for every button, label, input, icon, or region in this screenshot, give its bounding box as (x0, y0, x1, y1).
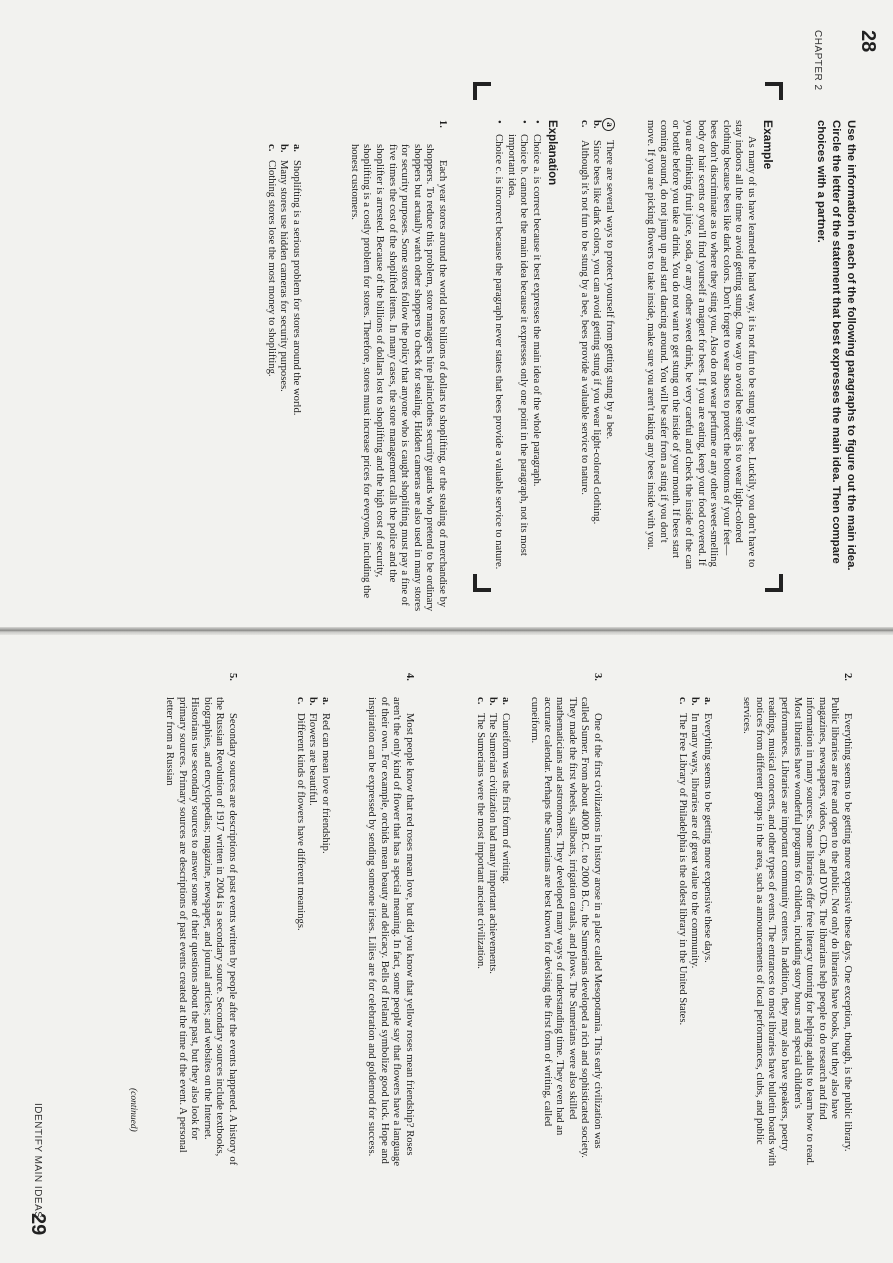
question-paragraph: Most people know that red roses mean love, but did you know that yellow roses mean friendship? Roses aren't the only kind of flower that has a special meaning. In fact, some people say that flowers have a language of their own. For example, orchids mean beauty and delicacy. Bells of Ireland symbolize good luck. Hope and inspiration can be expressed by sending someone irises. Lilies are for celebration and goldenrod for success. (366, 697, 415, 1167)
explanation-item: • Choice b. cannot be the main idea because it expresses only one point in the paragraph, not its most important idea. (505, 120, 530, 556)
example-title: Example (761, 120, 775, 170)
choice-item[interactable]: a. Red can mean love or friendship. (320, 697, 331, 854)
choice-item[interactable]: b. Many stores use hidden cameras for security purposes. (278, 144, 290, 392)
choice-item[interactable]: c. Clothing stores lose the most money to shoplifting. (265, 144, 277, 377)
bullet-icon: • (531, 120, 542, 124)
running-head: CHAPTER 2 (812, 30, 823, 91)
explanation-item: • Choice a. is correct because it best expresses the main idea of the whole paragraph. (531, 120, 542, 487)
question-paragraph: Secondary sources are descriptions of past events written by people after the events happened. A history of the Russian Revolution of 1917 written in 2004 is a secondary source. Secondary sources include textbooks, biographies, and encyclopedias; magazine, newspaper, and journal articles; and websites on the Internet. Historians use secondary sources to answer some of their questions about the past, but they also look for primary sources. Primary sources are descriptions of past events created at the time of the event. A personal letter from a Russian (164, 697, 238, 1166)
question-choices (264, 144, 302, 614)
choice-item[interactable]: a. Everything seems to be getting more expensive these days. (702, 697, 713, 963)
frame-corner (765, 82, 783, 100)
instructions: Use the information in each of the following paragraphs to figure out the main idea. Circle the letter of the statement that best expresses the main idea. Then compare choices with a partner. (815, 120, 857, 571)
choice-text: Since bees like dark colors, you can avoid getting stung if you wear light-colored clothing. (591, 140, 603, 525)
question-number: 1. (437, 120, 448, 128)
choice-item[interactable] (577, 120, 590, 575)
example-paragraph: As many of us have learned the hard way, it is not fun to be stung by a bee. Luckily, you don't have to stay indoors all the time to avoid getting stung. One way to avoid bee stings is to wear light-colored clothing because bees like dark colors. Don't forget to wear shoes to protect the bottoms of your feet—bees don't discriminate as to where they sting you. Also do not wear perfume or any other sweet-smelling body or hair scents or you'll find yourself a magnet for bees. If you are eating, keep your food covered. If you are drinking fruit juice, soda, or any other sweet drink, be very careful and check the inside of the can or bottle before you take a drink. You do not want to get stung on the inside of your mouth. If bees start coming around, do not jump up and start dancing around. You will be safer from a sting if you don't move. If you are picking flowers to take inside, make sure you aren't taking any bees inside with you. (645, 120, 757, 570)
choice-item[interactable]: a. Cuneiform was the first form of writing. (500, 697, 511, 884)
choice-text: There are several ways to protect yourself from getting stung by a bee. (604, 140, 615, 440)
choice-item[interactable] (602, 120, 615, 575)
frame-corner (765, 574, 783, 592)
choice-item[interactable]: b. Flowers are beautiful. (307, 697, 319, 806)
explanation-item: • Choice c. is incorrect because the paragraph never states that bees provide a valuable service to nature. (493, 120, 505, 570)
question-number: 4. (404, 673, 415, 681)
question-number: 3. (592, 673, 603, 681)
bullet-icon: • (518, 120, 530, 124)
choice-item[interactable]: c. The Sumerians were the most important ancient civilization. (474, 697, 486, 969)
choice-item[interactable]: b. The Sumerian civilization had many important achievements. (487, 697, 499, 974)
choice-item[interactable]: c. The Free Library of Philadelphia is the oldest library in the United States. (676, 697, 688, 1026)
circled-letter-icon: a (602, 118, 615, 131)
choice-text: Although it's not fun to be stung by a bee, bees provide a valuable service to nature. (578, 140, 590, 495)
choice-item[interactable]: a. Shoplifting is a serious problem for stores around the world. (291, 144, 302, 416)
question-paragraph: Everything seems to be getting more expensive these days. One exception, though, is the public library. Public libraries are free and open to the public. Not only do libraries have books, but they also have magazines, newspapers, videos, CDs, and DVDs. The librarians help people to do research and find information in many sources. Some libraries offer free literacy tutoring for helping adults to learn how to read. Most libraries have wonderful programs for children, including story hours and special children's performances. Libraries are important community centers. In addition, they may also have speakers, poetry readings, musical concerts, and other types of events. The entrances to most libraries have bulletin boards with notices from different groups in the area, such as announcements of local performances, clubs, and public services. (741, 697, 853, 1167)
example-box (473, 82, 783, 592)
left-page (0, 0, 893, 630)
bullet-icon: • (493, 120, 505, 124)
explanation-title: Explanation (546, 120, 558, 186)
continued-note: (continued) (128, 1088, 138, 1132)
question-paragraph: One of the first civilizations in history arose in a place called Mesopotamia. This early civilization was called Sumer. From about 4000 B.C. to 2000 B.C., the Sumerians developed a rich and sophisticated society. They made the first wheels, sailboats, irrigation canals, and plows. The Sumerians were also skilled mathematicians and astronomers. They developed many ways of understanding time. They even had an accurate calendar. Perhaps the Sumerians are best known for devising the first form of writing, called cuneiform. (529, 697, 603, 1158)
question-choices (675, 697, 713, 1167)
question-number: 2. (842, 673, 853, 681)
frame-corner (473, 82, 491, 100)
choice-item[interactable] (590, 120, 603, 575)
running-head: IDENTIFY MAIN IDEAS (32, 1103, 43, 1219)
explanation-list (492, 120, 542, 575)
example-choices (577, 120, 615, 575)
frame-corner (473, 574, 491, 592)
question-number: 5. (227, 673, 238, 681)
question-choices (473, 697, 511, 1167)
right-page (0, 633, 893, 1263)
page-number: 29 (27, 1213, 49, 1236)
page-number: 28 (857, 30, 879, 53)
choice-item[interactable]: b. In many ways, libraries are of great value to the community. (689, 697, 701, 969)
choice-letter: c. (578, 120, 590, 128)
choice-item[interactable]: c. Different kinds of flowers have different meanings. (294, 697, 306, 931)
choice-letter: b. (591, 120, 603, 129)
question-paragraph: Each year stores around the world lose billions of dollars to shoplifting, or the stealing of merchandise by shoppers. To reduce this problem, store managers hire plainclothes security guards who pretend to be ordinary shoppers but actually watch other shoppers to check for stealing. Hidden cameras are also used in many stores for security purposes. Some stores follow the policy that anyone who is caught shoplifting must pay a fine of five times the cost of the shoplifted items. In many cases, the store management calls the police and the shoplifter is arrested. Because of the billions of dollars lost to shoplifting and the high cost of security, shoplifting is a costly problem for stores. Therefore, stores must increase prices for everyone, including the honest customers. (348, 144, 448, 612)
question-choices (293, 697, 331, 1167)
